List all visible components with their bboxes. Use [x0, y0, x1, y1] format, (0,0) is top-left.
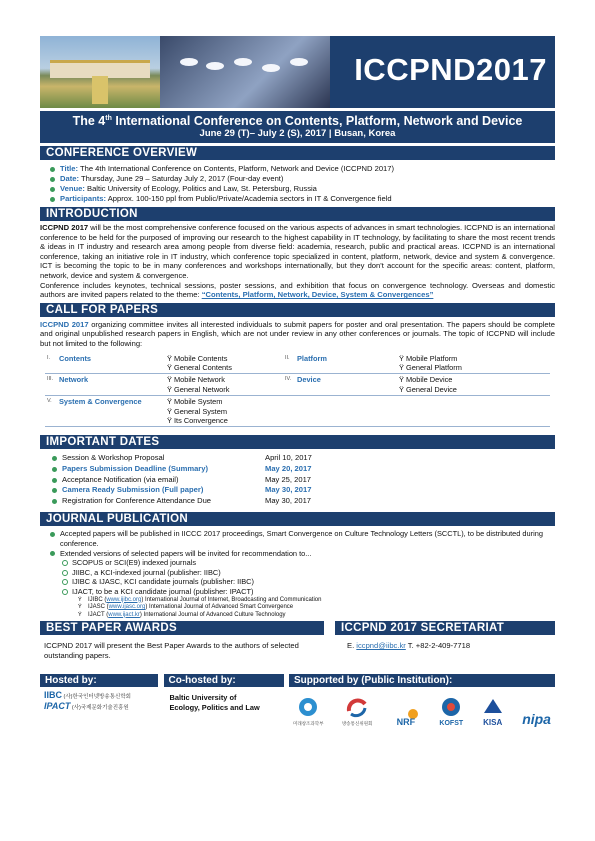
- topics-table: [45, 353, 550, 428]
- ipact-logo: IPACT: [44, 701, 71, 712]
- conference-title: The 4th International Conference on Contents, Platform, Network and Device: [72, 114, 523, 128]
- kofst-logo: KOFST: [439, 697, 463, 727]
- journal-link[interactable]: www.ijasc.org: [108, 604, 146, 611]
- awards-heading: BEST PAPER AWARDS: [40, 621, 324, 635]
- sponsors-row: [40, 674, 555, 727]
- journal-heading: JOURNAL PUBLICATION: [40, 512, 555, 526]
- awards-text: ICCPND 2017 will present the Best Paper Awards to the authors of selected outstanding papers.: [44, 641, 299, 660]
- journal-link[interactable]: www.ijibc.org: [106, 596, 142, 603]
- cohost-name: Baltic University of Ecology, Politics and Law: [169, 693, 260, 713]
- list-item: SCOPUS or SCI(E9) indexed journals: [50, 558, 555, 568]
- important-dates-heading: IMPORTANT DATES: [40, 435, 555, 449]
- kcc-logo: 방송통신위원회: [342, 696, 372, 727]
- conference-poster: [40, 36, 555, 727]
- list-item: IJACT, to be a KCI candidate journal (publisher: IPACT): [50, 587, 555, 597]
- iibc-logo: IIBC: [44, 690, 62, 701]
- call-for-papers-heading: CALL FOR PAPERS: [40, 303, 555, 317]
- table-row: Session & Workshop Proposal April 10, 2017: [52, 453, 312, 464]
- dates-table: [52, 453, 312, 506]
- overview-list: [40, 160, 555, 204]
- nrf-logo: NRF: [391, 708, 421, 727]
- secretariat-contact: E. iccpnd@iibc.kr T. +82-2-409-7718: [347, 641, 471, 651]
- call-for-papers-text: ICCPND 2017 organizing committee invites all interested individuals to submit papers for poster and oral presentation. The papers should be complete and original unpublished research papers in English, which are not under review in any other conferences or journals. The topic of ICCPND will include but not limited to the following:: [40, 319, 555, 348]
- list-item: Ý IJACT (www.ijact.kr) International Journal of Advanced Culture Technology: [50, 612, 555, 620]
- hosted-logos: IIBC (사)한국인터넷방송통신학회 IPACT (사)국제문화기술진흥원: [44, 690, 131, 712]
- palace-photo: [40, 36, 160, 108]
- overview-heading: CONFERENCE OVERVIEW: [40, 146, 555, 160]
- kisa-logo: KISA: [482, 697, 504, 727]
- list-item: JIIBC, a KCI-indexed journal (publisher: IIBC): [50, 568, 555, 578]
- table-row: Camera Ready Submission (Full paper) May 30, 2017: [52, 485, 312, 496]
- list-item: Participants: Approx. 100-150 ppl from Public/Private/Academia sectors in IT & Convergence field: [50, 194, 555, 204]
- list-item: Title: The 4th International Conference on Contents, Platform, Network and Device (ICCPND 2017): [50, 164, 555, 174]
- table-row: Registration for Conference Attendance Due May 30, 2017: [52, 496, 312, 507]
- cohosted-heading: Co-hosted by:: [164, 674, 284, 687]
- table-row: V. System & Convergence Ÿ Mobile System Ÿ General System Ÿ Its Convergence: [45, 396, 550, 427]
- supported-block: [289, 674, 555, 727]
- list-item: Venue: Baltic University of Ecology, Politics and Law, St. Petersburg, Russia: [50, 184, 555, 194]
- table-row: I. Contents Ÿ Mobile Contents Ÿ General Contents II. Platform Ÿ Mobile Platform Ÿ General Platform: [45, 353, 550, 374]
- secretariat-heading: ICCPND 2017 SECRETARIAT: [335, 621, 555, 635]
- conference-dates-place: June 29 (T)– July 2 (S), 2017 | Busan, Korea: [199, 128, 396, 139]
- list-item: Ý IJIBC (www.ijibc.org) International Journal of Internet, Broadcasting and Communication: [50, 597, 555, 605]
- list-item: Extended versions of selected papers will be invited for recommendation to...: [50, 549, 555, 559]
- journal-list: [40, 526, 555, 619]
- awards-secretariat-row: [40, 621, 555, 660]
- list-item: Ý IJASC (www.ijasc.org) International Journal of Advanced Smart Convergence: [50, 604, 555, 612]
- list-item: IJIBC & IJASC, KCI candidate journals (publisher: IIBC): [50, 577, 555, 587]
- nipa-logo: nipa: [522, 711, 551, 728]
- list-item: Accepted papers will be published in IICCC 2017 proceedings, Smart Convergence on Culture Technology Letters (SCCTL), to be distributed during conference.: [50, 529, 555, 548]
- banner: [40, 36, 555, 108]
- ballet-photo: [160, 36, 330, 108]
- introduction-heading: INTRODUCTION: [40, 207, 555, 221]
- list-item: Date: Thursday, June 29 – Saturday July 2, 2017 (Four-day event): [50, 174, 555, 184]
- cohosted-block: [164, 674, 284, 727]
- hosted-heading: Hosted by:: [40, 674, 158, 687]
- supported-heading: Supported by (Public Institution):: [289, 674, 555, 687]
- table-row: Acceptance Notification (via email) May 25, 2017: [52, 475, 312, 486]
- conference-title-block: [40, 111, 555, 143]
- email-link[interactable]: iccpnd@iibc.kr: [356, 641, 406, 651]
- banner-title: ICCPND2017: [354, 52, 547, 87]
- supporter-logos: [289, 687, 555, 727]
- table-row: Papers Submission Deadline (Summary) May 20, 2017: [52, 464, 312, 475]
- table-row: III. Network Ÿ Mobile Network Ÿ General Network IV. Device Ÿ Mobile Device Ÿ General Device: [45, 374, 550, 396]
- msip-logo: 미래창조과학부: [293, 696, 323, 727]
- introduction-text: ICCPND 2017 will be the most comprehensive conference focused on the various aspects of advances in smart technologies. ICCPND is an international conference to be held for the purposed of improving our research to the highest capability in IT technology, by facilitating to share the most recent trends & ideas in IT industry and research area among people from diverse field: academia, research, public and practical areas. ICCPND is an international conference, taking an initiative role in IT industry, which conference topic specialized in content, platform, network, device and system & convergence. ICT is becoming the topic to be in many conferences and workshops internationally, but they don't account for the specific areas: content, platform, network, device and system & convergence. Conference includes keynotes, technical sessions, poster sessions, and exhibition that focus on convergence technology. Overseas and domestic authors are invited papers related to the theme: “Contents, Platform, Network, Device, System & Convergences”: [40, 223, 555, 300]
- hosted-block: [40, 674, 158, 727]
- journal-link[interactable]: www.ijact.kr: [108, 611, 140, 618]
- theme-text: “Contents, Platform, Network, Device, System & Convergences”: [201, 290, 434, 300]
